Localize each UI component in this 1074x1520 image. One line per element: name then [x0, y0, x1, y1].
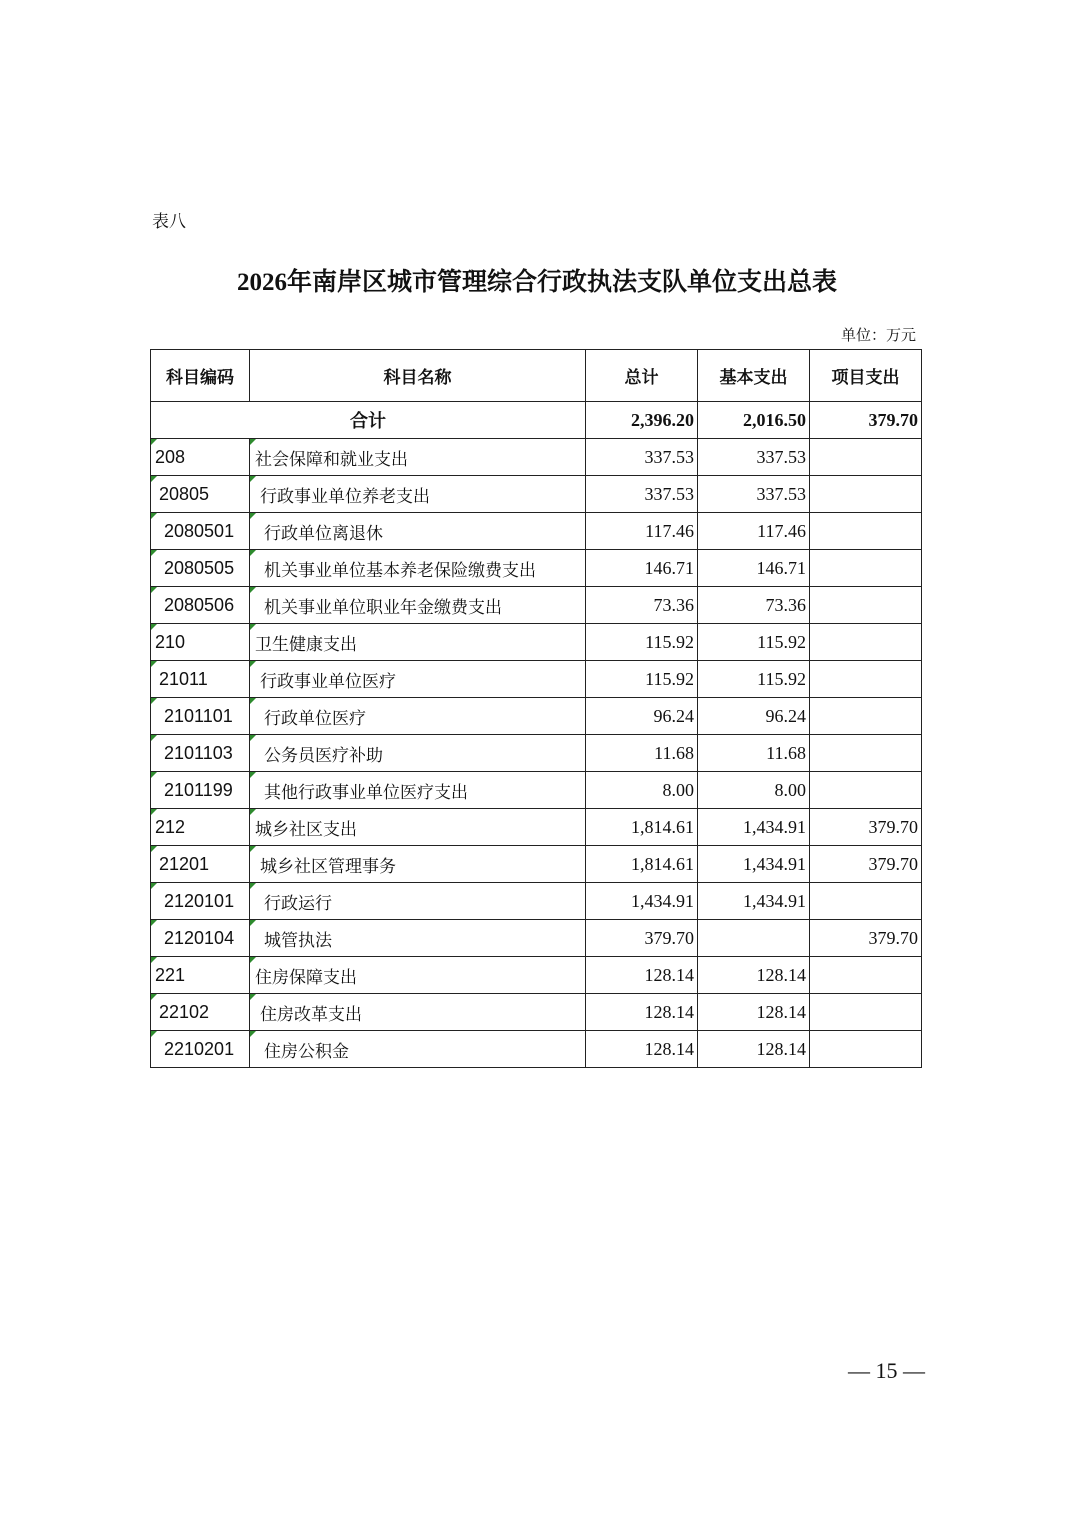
table-row [151, 920, 922, 957]
row-basic: 146.71 [698, 550, 810, 587]
row-project [810, 994, 922, 1031]
row-code: 20805 [151, 476, 250, 513]
row-total: 128.14 [586, 994, 698, 1031]
row-name: 行政事业单位养老支出 [250, 476, 586, 513]
row-name: 公务员医疗补助 [250, 735, 586, 772]
row-code: 2120104 [151, 920, 250, 957]
table-row [151, 698, 922, 735]
row-name: 城乡社区管理事务 [250, 846, 586, 883]
total-label: 合计 [151, 402, 586, 439]
row-project [810, 661, 922, 698]
row-code: 2210201 [151, 1031, 250, 1068]
table-row [151, 513, 922, 550]
row-name: 机关事业单位职业年金缴费支出 [250, 587, 586, 624]
total-row [151, 402, 922, 439]
row-project [810, 883, 922, 920]
row-basic: 1,434.91 [698, 883, 810, 920]
table-row [151, 883, 922, 920]
row-code: 2101103 [151, 735, 250, 772]
row-code: 2080506 [151, 587, 250, 624]
row-code: 2101199 [151, 772, 250, 809]
row-project [810, 439, 922, 476]
unit-label: 单位：万元 [840, 326, 916, 344]
row-basic: 117.46 [698, 513, 810, 550]
row-project [810, 772, 922, 809]
row-total: 8.00 [586, 772, 698, 809]
row-basic: 337.53 [698, 439, 810, 476]
row-project: 379.70 [810, 920, 922, 957]
row-code: 221 [151, 957, 250, 994]
row-project: 379.70 [810, 846, 922, 883]
row-name: 机关事业单位基本养老保险缴费支出 [250, 550, 586, 587]
table-row [151, 846, 922, 883]
row-basic: 128.14 [698, 1031, 810, 1068]
row-project [810, 957, 922, 994]
row-code: 2101101 [151, 698, 250, 735]
row-basic: 11.68 [698, 735, 810, 772]
row-code: 21011 [151, 661, 250, 698]
row-project: 379.70 [810, 809, 922, 846]
row-basic: 128.14 [698, 957, 810, 994]
table-row [151, 957, 922, 994]
row-basic: 1,434.91 [698, 846, 810, 883]
row-basic: 8.00 [698, 772, 810, 809]
row-code: 212 [151, 809, 250, 846]
row-name: 住房保障支出 [250, 957, 586, 994]
expenditure-table [150, 349, 922, 1068]
table-row [151, 772, 922, 809]
row-basic: 73.36 [698, 587, 810, 624]
row-code: 210 [151, 624, 250, 661]
row-code: 2120101 [151, 883, 250, 920]
total-project: 379.70 [810, 402, 922, 439]
header-total: 总计 [586, 350, 698, 402]
table-row [151, 587, 922, 624]
row-basic: 337.53 [698, 476, 810, 513]
row-project [810, 513, 922, 550]
row-code: 21201 [151, 846, 250, 883]
row-total: 128.14 [586, 957, 698, 994]
table-label: 表八 [152, 212, 186, 232]
row-basic: 1,434.91 [698, 809, 810, 846]
row-project [810, 735, 922, 772]
row-name: 行政运行 [250, 883, 586, 920]
row-total: 117.46 [586, 513, 698, 550]
table-row [151, 439, 922, 476]
row-name: 住房公积金 [250, 1031, 586, 1068]
table-header-row [151, 350, 922, 402]
header-project: 项目支出 [810, 350, 922, 402]
row-total: 1,434.91 [586, 883, 698, 920]
row-project [810, 587, 922, 624]
table-row [151, 994, 922, 1031]
row-name: 住房改革支出 [250, 994, 586, 1031]
row-code: 208 [151, 439, 250, 476]
row-total: 1,814.61 [586, 809, 698, 846]
row-name: 行政单位离退休 [250, 513, 586, 550]
table-row [151, 476, 922, 513]
page-number: — 15 — [848, 1358, 925, 1383]
row-total: 96.24 [586, 698, 698, 735]
table-row [151, 735, 922, 772]
page-title: 2026年南岸区城市管理综合行政执法支队单位支出总表 [236, 269, 837, 296]
row-project [810, 624, 922, 661]
row-total: 115.92 [586, 661, 698, 698]
row-name: 城乡社区支出 [250, 809, 586, 846]
table-row [151, 661, 922, 698]
row-total: 73.36 [586, 587, 698, 624]
row-total: 337.53 [586, 476, 698, 513]
row-project [810, 1031, 922, 1068]
table-row [151, 809, 922, 846]
row-total: 115.92 [586, 624, 698, 661]
row-code: 22102 [151, 994, 250, 1031]
row-name: 城管执法 [250, 920, 586, 957]
table-row [151, 624, 922, 661]
row-total: 379.70 [586, 920, 698, 957]
row-basic: 96.24 [698, 698, 810, 735]
header-basic: 基本支出 [698, 350, 810, 402]
row-total: 146.71 [586, 550, 698, 587]
row-project [810, 550, 922, 587]
row-project [810, 476, 922, 513]
row-total: 1,814.61 [586, 846, 698, 883]
row-name: 其他行政事业单位医疗支出 [250, 772, 586, 809]
table-row [151, 550, 922, 587]
row-total: 128.14 [586, 1031, 698, 1068]
table-row [151, 1031, 922, 1068]
row-code: 2080505 [151, 550, 250, 587]
row-name: 社会保障和就业支出 [250, 439, 586, 476]
header-code: 科目编码 [151, 350, 250, 402]
row-basic: 115.92 [698, 661, 810, 698]
row-total: 11.68 [586, 735, 698, 772]
row-project [810, 698, 922, 735]
row-basic: 115.92 [698, 624, 810, 661]
row-basic: 128.14 [698, 994, 810, 1031]
total-total: 2,396.20 [586, 402, 698, 439]
row-basic [698, 920, 810, 957]
row-total: 337.53 [586, 439, 698, 476]
row-name: 行政事业单位医疗 [250, 661, 586, 698]
row-name: 行政单位医疗 [250, 698, 586, 735]
total-basic: 2,016.50 [698, 402, 810, 439]
row-name: 卫生健康支出 [250, 624, 586, 661]
header-name: 科目名称 [250, 350, 586, 402]
row-code: 2080501 [151, 513, 250, 550]
